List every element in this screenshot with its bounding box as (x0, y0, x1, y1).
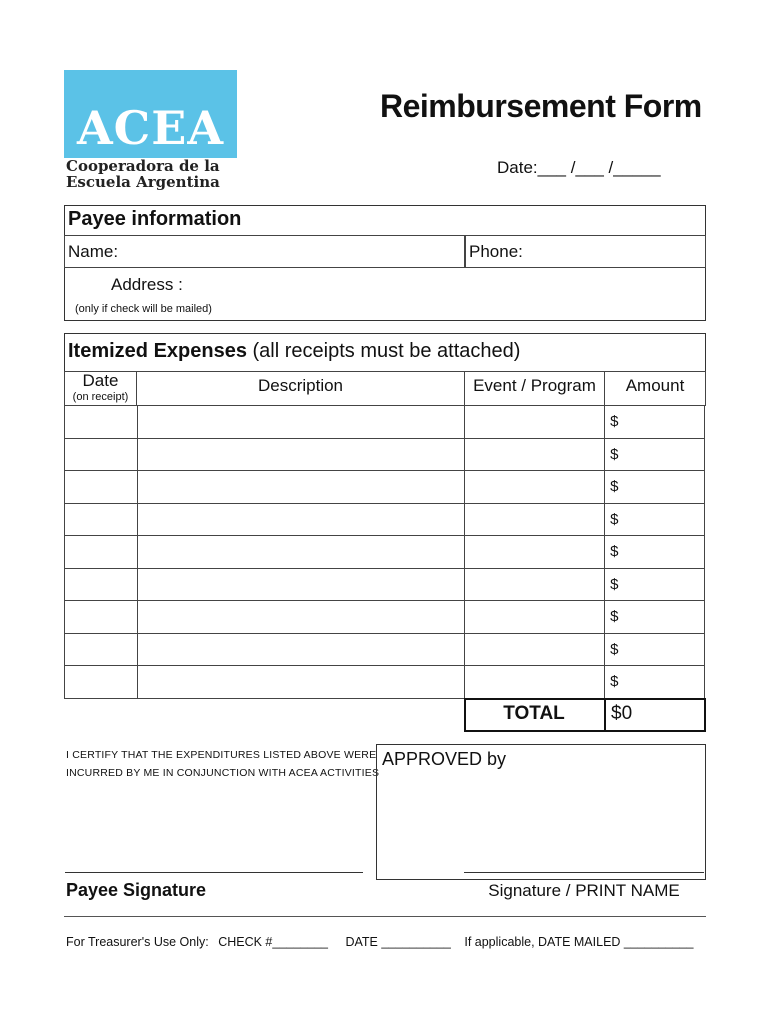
expenses-heading-bold: Itemized Expenses (68, 340, 247, 362)
form-date-field[interactable]: Date:___ /___ /_____ (497, 158, 661, 177)
row-event-cell[interactable] (465, 633, 605, 666)
row-event-cell[interactable] (465, 568, 605, 601)
form-title: Reimbursement Form (380, 88, 702, 124)
certify-statement (66, 746, 379, 782)
row-description-cell[interactable] (137, 438, 464, 471)
payee-address-note: (only if check will be mailed) (75, 303, 212, 315)
row-description-cell[interactable] (137, 471, 464, 504)
row-date-cell[interactable] (65, 666, 138, 699)
row-description-cell[interactable] (137, 601, 464, 634)
row-event-cell[interactable] (465, 406, 605, 439)
treasurer-mailed-field[interactable]: If applicable, DATE MAILED __________ (464, 935, 694, 949)
currency-symbol: $ (610, 575, 619, 593)
table-row (65, 406, 705, 439)
col-header-description-label: Description (257, 376, 344, 395)
row-description-cell[interactable] (137, 568, 464, 601)
row-amount-cell[interactable] (605, 568, 705, 601)
certify-line2: INCURRED BY ME IN CONJUNCTION WITH ACEA ACTIVITIES (66, 767, 380, 779)
row-description-cell[interactable] (137, 666, 464, 699)
row-amount-cell[interactable] (605, 438, 705, 471)
payee-heading: Payee information (68, 208, 242, 230)
row-description-cell[interactable] (137, 406, 464, 439)
row-description-cell[interactable] (137, 503, 464, 536)
treasurer-date-field[interactable]: DATE __________ (345, 935, 451, 949)
table-row (65, 666, 705, 699)
row-date-cell[interactable] (65, 633, 138, 666)
expenses-heading-note: (all receipts must be attached) (246, 340, 521, 362)
row-event-cell[interactable] (465, 601, 605, 634)
logo-subtitle-line1: Cooperadora de la (66, 157, 220, 175)
row-amount-cell[interactable] (605, 536, 705, 569)
treasurer-check-field[interactable]: CHECK #________ (218, 935, 328, 949)
col-header-event-label: Event / Program (473, 376, 596, 395)
row-amount-cell[interactable] (605, 471, 705, 504)
col-header-date-note: (on receipt) (72, 391, 129, 403)
row-date-cell[interactable] (65, 503, 138, 536)
currency-symbol: $ (610, 478, 619, 496)
table-row (65, 601, 705, 634)
payee-address-label: Address : (111, 275, 183, 294)
row-amount-cell[interactable] (605, 601, 705, 634)
row-event-cell[interactable] (465, 438, 605, 471)
logo-acea-text: ACEA (76, 101, 225, 155)
row-amount-cell[interactable] (605, 666, 705, 699)
currency-symbol: $ (610, 608, 619, 626)
table-row (65, 536, 705, 569)
row-event-cell[interactable] (465, 503, 605, 536)
row-date-cell[interactable] (65, 438, 138, 471)
payee-signature-label: Payee Signature (66, 880, 207, 900)
row-date-cell[interactable] (65, 601, 138, 634)
payee-signature-line[interactable] (65, 872, 363, 873)
row-event-cell[interactable] (465, 471, 605, 504)
certify-line1: I CERTIFY THAT THE EXPENDITURES LISTED ABOVE WERE (66, 749, 377, 761)
table-row (65, 568, 705, 601)
total-label: TOTAL (503, 703, 565, 724)
currency-symbol: $ (610, 543, 619, 561)
payee-name-field[interactable] (64, 235, 465, 268)
payee-name-label: Name: (68, 242, 119, 261)
col-header-date-label: Date (82, 371, 119, 390)
logo-subtitle-line2: Escuela Argentina (66, 173, 220, 191)
treasurer-label: For Treasurer's Use Only: (66, 935, 209, 949)
row-description-cell[interactable] (137, 536, 464, 569)
row-date-cell[interactable] (65, 471, 138, 504)
total-divider (604, 698, 606, 732)
currency-symbol: $ (610, 445, 619, 463)
row-date-cell[interactable] (65, 568, 138, 601)
row-description-cell[interactable] (137, 633, 464, 666)
table-row (65, 503, 705, 536)
currency-symbol: $ (610, 510, 619, 528)
row-amount-cell[interactable] (605, 503, 705, 536)
treasurer-divider (64, 916, 706, 917)
table-row (65, 438, 705, 471)
expenses-heading (68, 340, 520, 363)
currency-symbol: $ (610, 673, 619, 691)
row-event-cell[interactable] (465, 666, 605, 699)
row-date-cell[interactable] (65, 406, 138, 439)
payee-phone-label: Phone: (469, 242, 523, 261)
currency-symbol: $ (610, 413, 619, 431)
approver-signature-label: Signature / PRINT NAME (488, 881, 680, 900)
col-header-amount-label: Amount (625, 376, 685, 395)
row-amount-cell[interactable] (605, 633, 705, 666)
expenses-table (64, 405, 705, 699)
logo-subtitle (66, 158, 220, 190)
treasurer-section (66, 935, 693, 949)
table-row (65, 633, 705, 666)
currency-symbol: $ (610, 640, 619, 658)
row-date-cell[interactable] (65, 536, 138, 569)
row-event-cell[interactable] (465, 536, 605, 569)
approver-signature-line[interactable] (464, 872, 704, 873)
table-row (65, 471, 705, 504)
total-value: $0 (611, 703, 633, 724)
approved-label: APPROVED by (382, 749, 507, 769)
row-amount-cell[interactable] (605, 406, 705, 439)
